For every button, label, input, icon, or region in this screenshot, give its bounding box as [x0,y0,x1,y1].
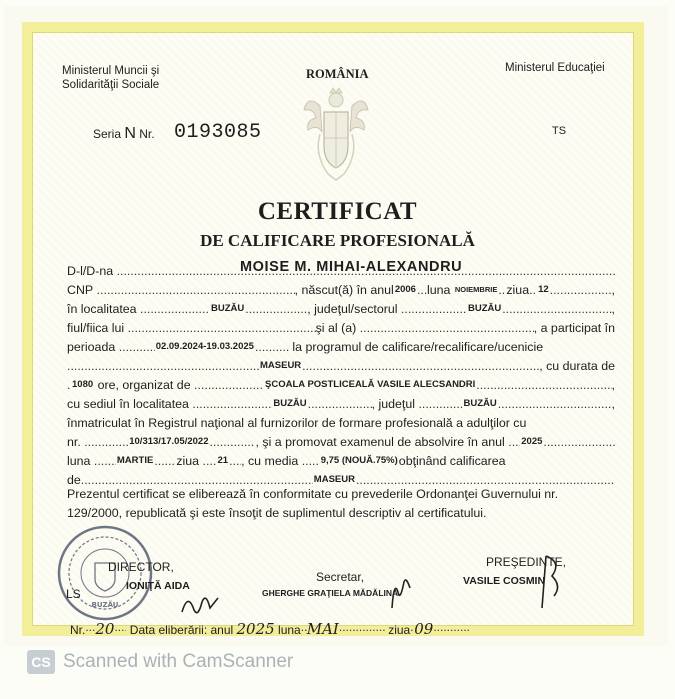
issue-day: 09 [414,620,434,638]
president-name: VASILE COSMIN [463,575,546,587]
president-label: PREŞEDINTE, [486,555,567,569]
secretary-label: Secretar, [316,570,365,584]
training-period: 02.09.2024-19.03.2025 [155,341,254,352]
holder-name: MOISE M. MIHAI-ALEXANDRU [240,259,463,275]
line-period: perioada ..... 02.09.2024-19.03.2025 ..... la programul de calificare/recalificare/ucenicie [67,339,615,356]
line-qualification: de ..... MASEUR ..... [67,472,615,489]
program-name: MASEUR [260,360,302,371]
line-cnp: CNP ..... , născut(ă) în anul 2006 ..... luna NOIEMBRIE ..... ziua ..... 12 ..... , [67,282,615,299]
issue-line: Nr...... 20..... Data eliberării: anul 2025 luna..... MAI..... ziua..... 09..... [70,620,469,638]
ts-code: TS [552,125,567,137]
birth-year: 2006 [394,284,416,295]
coat-of-arms-icon [300,84,372,189]
document-title: CERTIFICAT [257,198,418,225]
seat-county: BUZĂU [463,398,497,409]
line-holder: D-l/D-na ..... [67,263,615,280]
birth-county: BUZĂU [467,303,502,314]
birth-day: 12 [538,284,549,295]
legal-paragraph: Prezentul certificat se eliberează în conformitate cu prevederile Ordonanţei Guvernului nr. 129/2000, republicată şi este însoţit de suplimentul descriptiv al certificatului. [67,487,559,520]
line-program: ..... MASEUR ..... , cu durata de [67,358,615,375]
final-grade: 9,75 (NOUĂ.75%) [320,455,398,466]
series-letter: N [124,125,136,142]
issue-month: MAI [306,620,339,638]
line-provider: ..... 1080 ore, organizat de ..... ŞCOALA POSTLICEALĂ VASILE ALECSANDRI ..... , [67,377,615,394]
exam-day: 21 [217,455,229,466]
country-title: ROMÂNIA [306,67,369,81]
duration-hours: 1080 [72,379,94,390]
qualification-name: MASEUR [313,474,355,485]
secretary-name: GHERGHE GRAŢIELA MĂDĂLINA [262,588,399,598]
line-exam: nr. ..... 10/313/17.05/2022 ..... , şi a promovat examenul de absolvire în anul ..... 2025 ..... [67,434,615,451]
issue-nr: 20 [95,620,115,638]
document-subtitle: DE CALIFICARE PROFESIONALĂ [200,231,475,250]
secretary-signature-icon [382,572,416,617]
provider-name: ŞCOALA POSTLICEALĂ VASILE ALECSANDRI [265,379,476,390]
ministry-left: Ministerul Muncii şi Solidarităţii Sociale [62,65,160,91]
ls-mark: LS [66,587,81,601]
issue-year: 2025 [236,620,275,638]
ministry-right: Ministerul Educaţiei [505,62,605,74]
president-signature-icon [532,552,570,617]
registry-number: 10/313/17.05/2022 [129,436,209,447]
camscanner-logo-icon: CS [27,650,55,674]
camscanner-watermark: CS Scanned with CamScanner [27,650,293,674]
exam-month: MARTIE [116,455,154,466]
line-registry: înmatriculat în Registrul naţional al furnizorilor de formare profesională a adulţilor cu [67,416,527,430]
exam-year: 2025 [521,436,543,447]
director-label: DIRECTOR, [108,560,174,574]
series-label: Seria N Nr. [93,125,155,142]
serial-number: 0193085 [174,121,262,144]
seat-locality: BUZĂU [273,398,307,409]
director-name: IONIŢĂ AIDA [126,580,190,592]
official-stamp-icon [55,523,155,628]
line-grade: luna ..... MARTIE ..... ziua ..... 21 ..... , cu media ..... 9,75 (NOUĂ.75%) obţinând calificarea [67,453,615,470]
stamp-text: BUZĂU [91,601,119,609]
line-seat: cu sediul în localitatea ..... BUZĂU ..... , judeţul ..... BUZĂU ..... , [67,396,615,413]
line-parents: fiul/fiica lui ..... şi al (a) ..... , a participat în [67,320,615,337]
birth-month: NOIEMBRIE [454,285,498,294]
line-birth-place: în localitatea ..... BUZĂU ..... , judeţul/sectorul ..... BUZĂU ..... , [67,301,615,318]
birth-locality: BUZĂU [211,303,245,314]
